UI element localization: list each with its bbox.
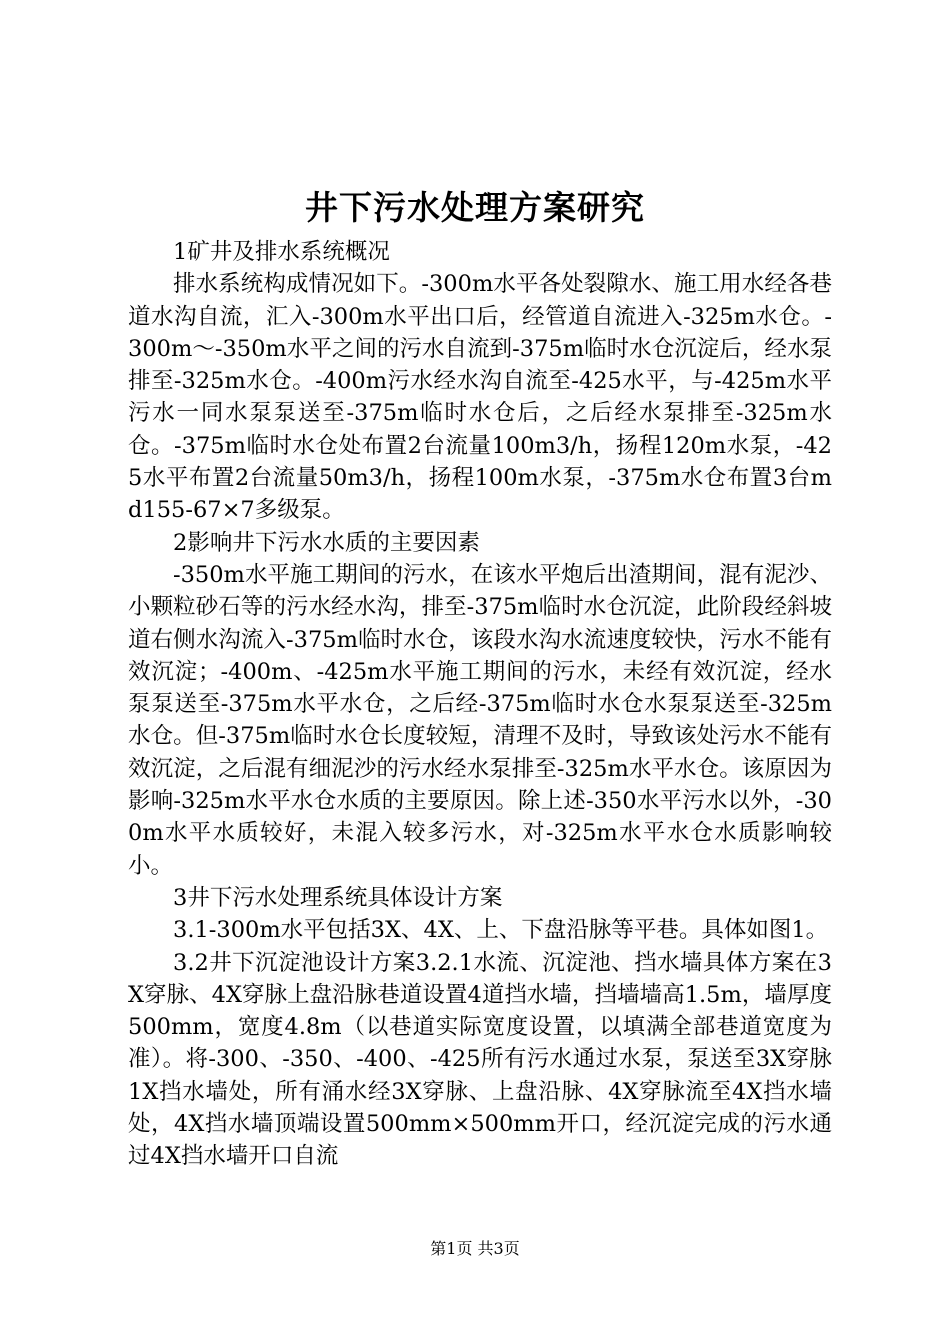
section-heading-2: 2影响井下污水水质的主要因素: [173, 529, 480, 556]
paragraph-3-2: 3.2井下沉淀池设计方案3.2.1水流、沉淀池、挡水墙具体方案在3X穿脉、4X穿脉上盘沿脉巷道设置4道挡水墙，挡墙墙高1.5m，墙厚度500mm，宽度4.8m（以巷道实际宽度设置，以填满全部巷道宽度为准）。将-300、-350、-400、-425所有污水通过水泵，泵送至3X穿脉1X挡水墙处，所有涌水经3X穿脉、上盘沿脉、4X穿脉流至4X挡水墙处，4X挡水墙顶端设置500mm×500mm开口，经沉淀完成的污水通过4X挡水墙开口自流: [128, 949, 832, 1170]
paragraph-drainage-system: 排水系统构成情况如下。-300m水平各处裂隙水、施工用水经各巷道水沟自流，汇入-300m水平出口后，经管道自流进入-325m水仓。-300m～-350m水平之间的污水自流到-375m临时水仓沉淀后，经水泵排至-325m水仓。-400m污水经水沟自流至-425水平，与-425m水平污水一同水泵泵送至-375m临时水仓后，之后经水泵排至-325m水仓。-375m临时水仓处布置2台流量100m3/h，扬程120m水泵，-425水平布置2台流量50m3/h，扬程100m水泵，-375m水仓布置3台md155-67×7多级泵。: [128, 271, 832, 524]
paragraph-water-quality-factors: -350m水平施工期间的污水，在该水平炮后出渣期间，混有泥沙、小颗粒砂石等的污水经水沟，排至-375m临时水仓沉淀，此阶段经斜坡道右侧水沟流入-375m临时水仓，该段水沟水流速度较快，污水不能有效沉淀；-400m、-425m水平施工期间的污水，未经有效沉淀，经水泵泵送至-375m水平水仓，之后经-375m临时水仓水泵泵送至-325m水仓。但-375m临时水仓长度较短，清理不及时，导致该处污水不能有效沉淀，之后混有细泥沙的污水经水泵排至-325m水平水仓。该原因为影响-325m水平水仓水质的主要原因。除上述-350水平污水以外，-300m水平水质较好，未混入较多污水，对-325m水平水仓水质影响较小。: [128, 561, 832, 879]
page-number-footer: 第1页 共3页: [430, 1239, 520, 1258]
section-heading-3: 3井下污水处理系统具体设计方案: [173, 884, 503, 911]
paragraph-3-1: 3.1-300m水平包括3X、4X、上、下盘沿脉等平巷。具体如图1。: [173, 917, 829, 944]
section-heading-1: 1矿井及排水系统概况: [173, 239, 390, 265]
document-body: [128, 236, 832, 1173]
document-title: 井下污水处理方案研究: [305, 188, 645, 227]
